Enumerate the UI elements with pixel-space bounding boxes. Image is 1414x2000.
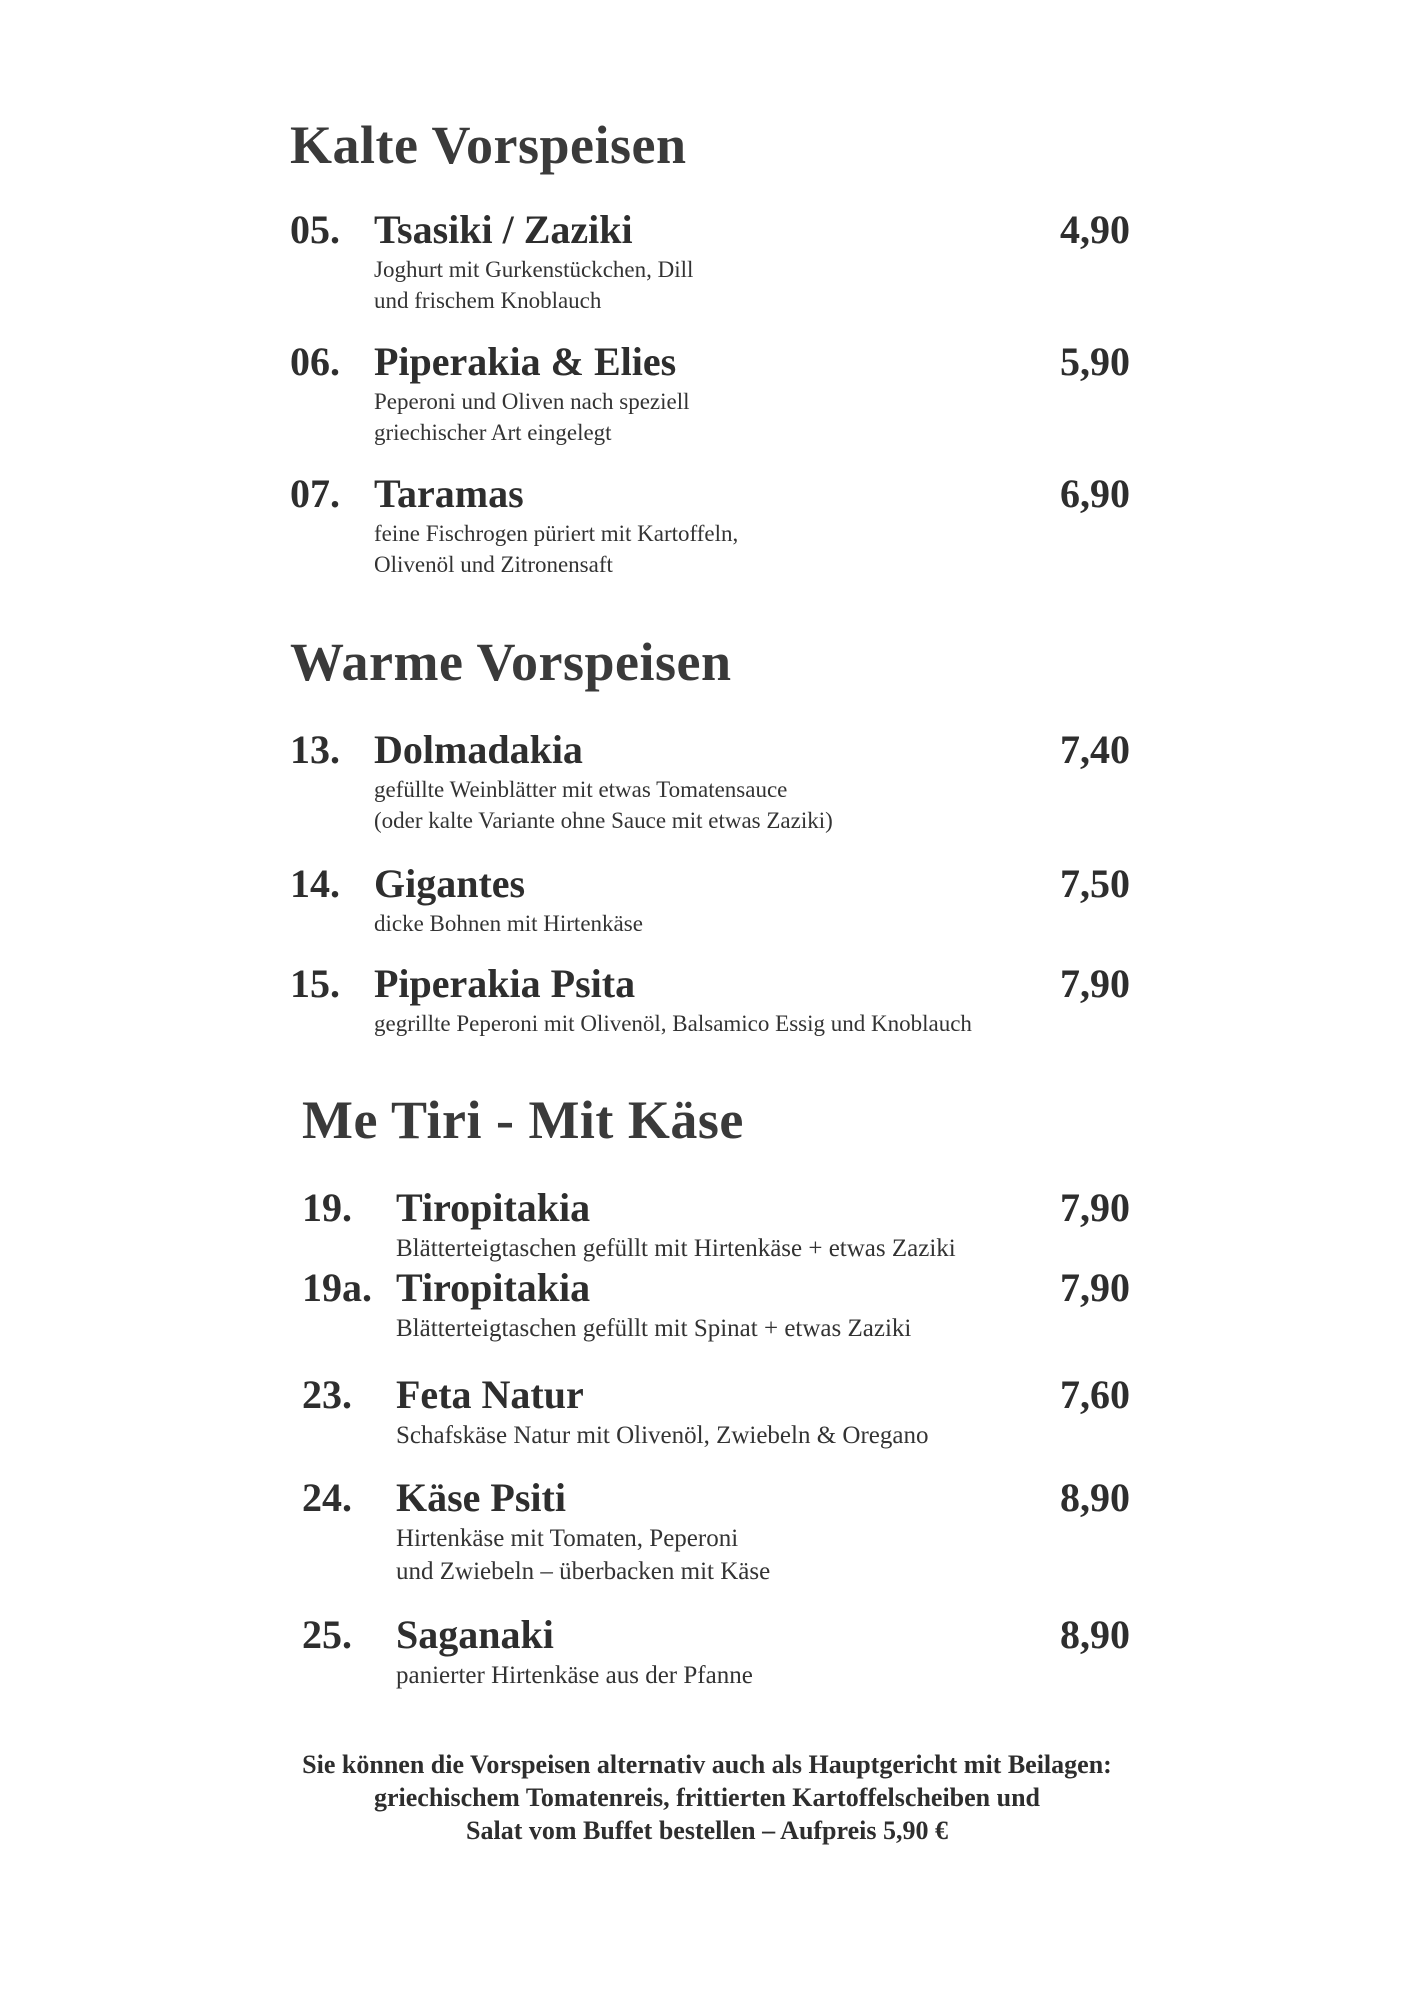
item-price: 7,90	[1060, 1265, 1130, 1310]
item-number: 13.	[290, 727, 340, 772]
item-description: Blätterteigtaschen gefüllt mit Spinat + etwas Zaziki	[396, 1315, 912, 1342]
menu-item	[290, 861, 1130, 936]
menu-item	[302, 1265, 1130, 1348]
item-price: 4,90	[1060, 207, 1130, 252]
menu-item	[290, 961, 1130, 1036]
item-number: 05.	[290, 207, 340, 252]
item-price: 7,40	[1060, 727, 1130, 772]
item-description: Hirtenkäse mit Tomaten, Peperoni und Zwiebeln – überbacken mit Käse	[396, 1525, 771, 1585]
footer-note: Sie können die Vorspeisen alternativ auch als Hauptgericht mit Beilagen: griechischem Tomatenreis, frittierten Kartoffelscheiben und Salat vom Buffet bestellen – Aufpreis 5,90 €	[302, 1750, 1112, 1845]
item-name: Piperakia & Elies	[374, 339, 677, 384]
item-price: 6,90	[1060, 471, 1130, 516]
item-name: Tiropitakia	[396, 1185, 591, 1230]
menu-item	[302, 1612, 1130, 1695]
item-number: 07.	[290, 471, 340, 516]
item-description: gegrillte Peperoni mit Olivenöl, Balsamico Essig und Knoblauch	[374, 1011, 972, 1036]
item-name: Tiropitakia	[396, 1265, 591, 1310]
item-number: 14.	[290, 861, 340, 906]
item-number: 25.	[302, 1612, 352, 1657]
item-name: Feta Natur	[396, 1372, 584, 1417]
item-number: 15.	[290, 961, 340, 1006]
item-price: 7,90	[1060, 1185, 1130, 1230]
item-name: Gigantes	[374, 861, 526, 906]
item-price: 8,90	[1060, 1475, 1130, 1520]
item-name: Saganaki	[396, 1612, 554, 1657]
item-price: 7,90	[1060, 961, 1130, 1006]
item-name: Taramas	[374, 471, 524, 516]
item-description: gefüllte Weinblätter mit etwas Tomatensauce (oder kalte Variante ohne Sauce mit etwas Zaziki)	[374, 777, 833, 833]
menu-item	[302, 1185, 1130, 1268]
menu-item	[302, 1372, 1130, 1455]
item-number: 19a.	[302, 1265, 372, 1310]
item-description: panierter Hirtenkäse aus der Pfanne	[396, 1662, 753, 1689]
item-description: Peperoni und Oliven nach speziell griechischer Art eingelegt	[374, 389, 690, 445]
item-name: Tsasiki / Zaziki	[374, 207, 633, 252]
menu-item	[302, 1475, 1130, 1588]
item-description: dicke Bohnen mit Hirtenkäse	[374, 911, 643, 936]
item-description: feine Fischrogen püriert mit Kartoffeln, Olivenöl und Zitronensaft	[374, 521, 739, 577]
menu-item	[290, 727, 1130, 833]
item-description: Joghurt mit Gurkenstückchen, Dill und frischem Knoblauch	[374, 257, 694, 313]
item-number: 23.	[302, 1372, 352, 1417]
item-description: Blätterteigtaschen gefüllt mit Hirtenkäse + etwas Zaziki	[396, 1235, 956, 1262]
section-title-warme-vorspeisen: Warme Vorspeisen	[290, 632, 732, 692]
item-number: 06.	[290, 339, 340, 384]
section-title-kalte-vorspeisen: Kalte Vorspeisen	[290, 115, 687, 175]
menu-item	[290, 471, 1130, 577]
item-name: Piperakia Psita	[374, 961, 636, 1006]
item-description: Schafskäse Natur mit Olivenöl, Zwiebeln & Oregano	[396, 1422, 929, 1449]
item-price: 7,60	[1060, 1372, 1130, 1417]
item-price: 5,90	[1060, 339, 1130, 384]
item-number: 24.	[302, 1475, 352, 1520]
item-price: 8,90	[1060, 1612, 1130, 1657]
menu-item	[290, 339, 1130, 445]
section-title-me-tiri: Me Tiri - Mit Käse	[302, 1090, 744, 1150]
item-number: 19.	[302, 1185, 352, 1230]
menu-item	[290, 207, 1130, 313]
item-name: Dolmadakia	[374, 727, 583, 772]
item-name: Käse Psiti	[396, 1475, 566, 1520]
item-price: 7,50	[1060, 861, 1130, 906]
